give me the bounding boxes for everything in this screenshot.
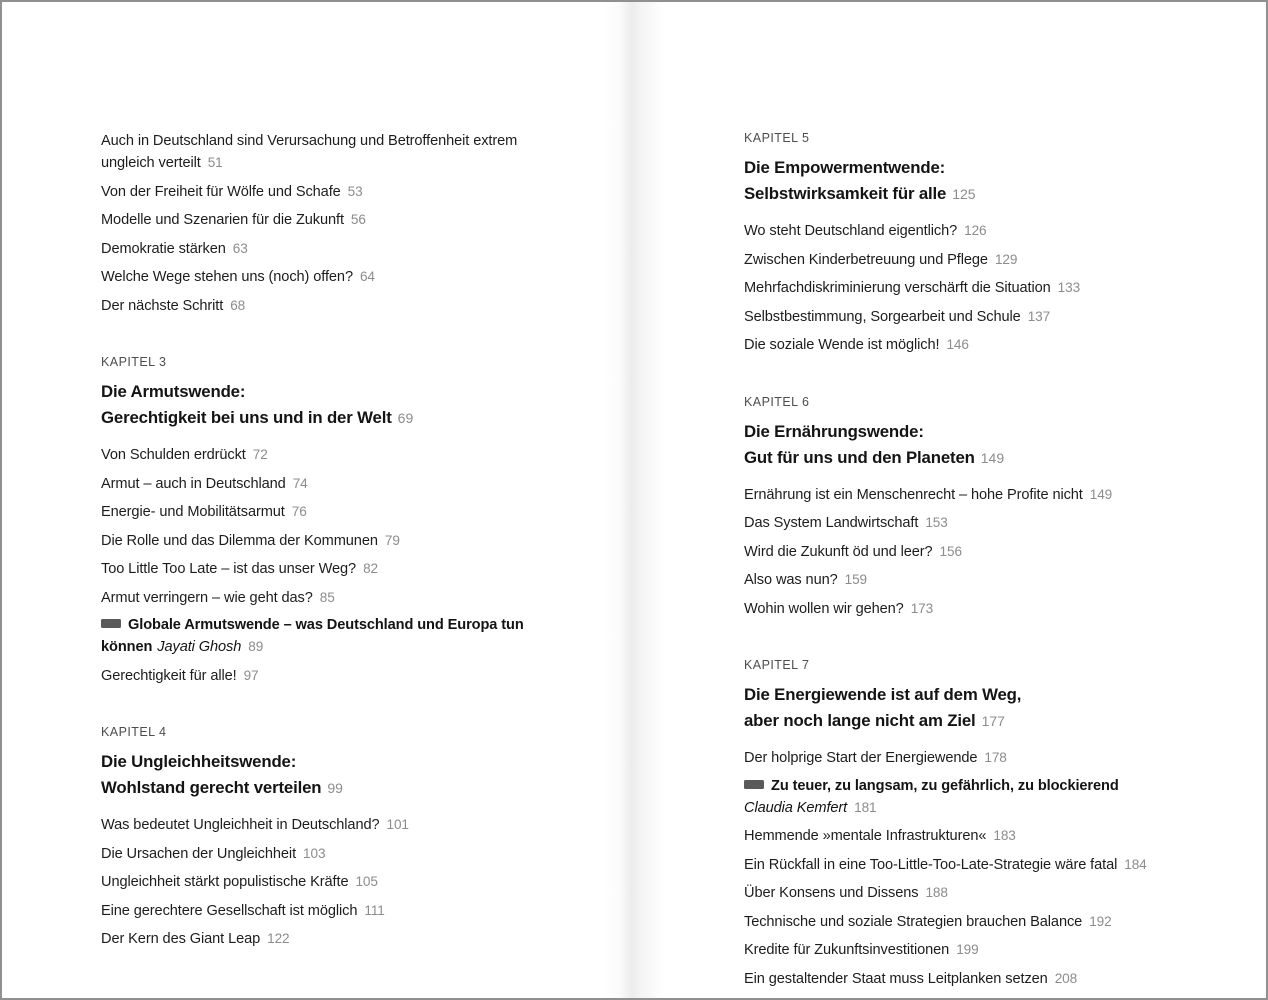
entry-page-number: 64 bbox=[359, 269, 375, 284]
toc-entry-guest[interactable] bbox=[101, 615, 571, 658]
guest-contribution-marker-icon bbox=[744, 780, 764, 789]
entry-title: Wohin wollen wir gehen? bbox=[744, 600, 904, 617]
entry-page-number: 82 bbox=[363, 561, 378, 576]
entry-page-number: 199 bbox=[956, 942, 979, 957]
entry-title: Eine gerechtere Gesellschaft ist möglich bbox=[101, 902, 358, 919]
entry-title: Mehrfachdiskriminierung verschärft die Situation bbox=[744, 280, 1051, 296]
toc-entry[interactable] bbox=[101, 928, 571, 950]
chapter-page-number: 69 bbox=[397, 410, 414, 426]
chapter-title-line-1: Die Ernährungswende: bbox=[744, 421, 924, 441]
toc-entry[interactable] bbox=[101, 266, 571, 288]
entry-title: Von Schulden erdrückt bbox=[101, 447, 246, 463]
left-chapter-list bbox=[101, 323, 571, 950]
left-page bbox=[2, 2, 636, 998]
toc-entry[interactable] bbox=[744, 939, 1214, 961]
chapter-label: KAPITEL 7 bbox=[744, 658, 810, 672]
entry-title: Energie- und Mobilitätsarmut bbox=[101, 504, 285, 520]
toc-entry[interactable] bbox=[744, 911, 1214, 933]
toc-entry[interactable] bbox=[101, 587, 571, 609]
toc-entry[interactable] bbox=[101, 871, 571, 893]
entry-title: Auch in Deutschland sind Verursachung und Betroffenheit extrem ungleich verteilt bbox=[101, 133, 518, 171]
entry-title: Der Kern des Giant Leap bbox=[101, 931, 261, 947]
chapter-title-line-1: Die Energiewende ist auf dem Weg, bbox=[744, 685, 1022, 704]
entry-page-number: 76 bbox=[291, 504, 307, 519]
toc-entry[interactable] bbox=[744, 854, 1214, 876]
toc-entry[interactable] bbox=[744, 569, 1214, 591]
entry-page-number: 105 bbox=[355, 874, 378, 889]
entry-page-number: 63 bbox=[232, 240, 248, 256]
entry-page-number: 181 bbox=[854, 799, 877, 815]
toc-entry[interactable] bbox=[101, 131, 571, 174]
chapter-title-line-2: Wohlstand gerecht verteilen bbox=[101, 778, 322, 797]
toc-entry[interactable] bbox=[744, 306, 1214, 328]
guest-entry-title: Zu teuer, zu langsam, zu gefährlich, zu blockierend bbox=[771, 777, 1119, 794]
chapter-label: KAPITEL 6 bbox=[744, 394, 810, 409]
entry-title: Zwischen Kinderbetreuung und Pflege bbox=[744, 251, 988, 268]
chapter-block bbox=[744, 131, 1214, 356]
entry-page-number: 68 bbox=[230, 297, 246, 313]
chapter-page-number: 149 bbox=[980, 449, 1005, 466]
guest-contribution-marker-icon bbox=[101, 619, 121, 628]
entry-title: Hemmende »mentale Infrastrukturen« bbox=[744, 828, 987, 844]
entry-title: Welche Wege stehen uns (noch) offen? bbox=[101, 269, 353, 285]
entry-title: Armut verringern – wie geht das? bbox=[101, 589, 313, 606]
toc-entry[interactable] bbox=[744, 598, 1214, 620]
entry-page-number: 137 bbox=[1027, 308, 1051, 324]
chapter-block bbox=[101, 355, 571, 687]
entry-page-number: 89 bbox=[248, 639, 264, 654]
toc-entry[interactable] bbox=[744, 334, 1214, 356]
entry-title: Was bedeutet Ungleichheit in Deutschland? bbox=[101, 817, 380, 833]
entry-page-number: 173 bbox=[910, 600, 934, 616]
chapter-block bbox=[744, 395, 1214, 620]
chapter-title[interactable] bbox=[744, 155, 1214, 207]
entry-title: Ein gestaltender Staat muss Leitplanken setzen bbox=[744, 970, 1048, 987]
toc-entry[interactable] bbox=[744, 541, 1214, 563]
chapter-title-line-2: aber noch lange nicht am Ziel bbox=[744, 711, 976, 730]
entry-page-number: 122 bbox=[267, 931, 290, 946]
entry-title: Der holprige Start der Energiewende bbox=[744, 750, 978, 766]
entry-page-number: 183 bbox=[993, 828, 1016, 843]
entry-page-number: 79 bbox=[384, 532, 400, 548]
entry-page-number: 192 bbox=[1089, 913, 1112, 929]
toc-entry[interactable] bbox=[101, 843, 571, 865]
entry-title: Also was nun? bbox=[744, 572, 838, 588]
toc-entry[interactable] bbox=[101, 501, 571, 523]
entry-title: Gerechtigkeit für alle! bbox=[101, 667, 237, 684]
chapter-title-line-2: Gut für uns und den Planeten bbox=[744, 447, 975, 467]
entry-page-number: 184 bbox=[1124, 856, 1147, 872]
toc-entry[interactable] bbox=[101, 473, 571, 495]
right-page bbox=[636, 2, 1268, 998]
toc-entry[interactable] bbox=[744, 825, 1214, 847]
chapter-label: KAPITEL 3 bbox=[101, 355, 167, 369]
entry-title: Über Konsens und Dissens bbox=[744, 885, 919, 901]
entry-title: Selbstbestimmung, Sorgearbeit und Schule bbox=[744, 308, 1021, 325]
entry-page-number: 74 bbox=[292, 475, 308, 491]
chapter-block bbox=[101, 725, 571, 950]
entry-title: Modelle und Szenarien für die Zukunft bbox=[101, 212, 344, 228]
entry-title: Too Little Too Late – ist das unser Weg? bbox=[101, 561, 357, 577]
entry-title: Wird die Zukunft öd und leer? bbox=[744, 543, 933, 560]
entry-page-number: 53 bbox=[347, 183, 363, 199]
guest-entry-title: Globale Armutswende – was Deutschland und Europa tun können bbox=[101, 617, 524, 655]
entry-page-number: 97 bbox=[243, 667, 259, 683]
entry-title: Das System Landwirtschaft bbox=[744, 515, 919, 531]
entry-page-number: 101 bbox=[386, 817, 409, 832]
entry-page-number: 188 bbox=[925, 885, 948, 900]
toc-entry[interactable] bbox=[744, 968, 1214, 990]
entry-title: Demokratie stärken bbox=[101, 240, 226, 257]
toc-entry[interactable] bbox=[101, 814, 571, 836]
chapter-spacer bbox=[101, 693, 571, 725]
entry-page-number: 146 bbox=[946, 337, 969, 352]
chapter-title-line-2: Gerechtigkeit bei uns und in der Welt bbox=[101, 408, 392, 427]
entry-page-number: 133 bbox=[1057, 280, 1081, 295]
entry-page-number: 156 bbox=[939, 543, 962, 559]
toc-entry[interactable] bbox=[744, 220, 1214, 242]
toc-entry[interactable] bbox=[101, 209, 571, 231]
toc-entry[interactable] bbox=[744, 512, 1214, 534]
entry-title: Von der Freiheit für Wölfe und Schafe bbox=[101, 183, 341, 200]
entry-title: Die Rolle und das Dilemma der Kommunen bbox=[101, 532, 378, 549]
chapter-title-line-1: Die Ungleichheitswende: bbox=[101, 752, 297, 771]
chapter-label: KAPITEL 4 bbox=[101, 725, 167, 739]
right-chapter-list bbox=[744, 131, 1214, 990]
toc-entry[interactable] bbox=[101, 238, 571, 260]
toc-entry[interactable] bbox=[101, 665, 571, 687]
entry-page-number: 72 bbox=[252, 447, 268, 462]
entry-title: Ernährung ist ein Menschenrecht – hohe Profite nicht bbox=[744, 486, 1083, 503]
entry-page-number: 153 bbox=[925, 515, 948, 530]
toc-entry[interactable] bbox=[101, 444, 571, 466]
chapter-title[interactable] bbox=[101, 379, 571, 431]
chapter-title[interactable] bbox=[101, 749, 571, 801]
entry-page-number: 208 bbox=[1054, 970, 1078, 986]
entry-page-number: 149 bbox=[1089, 486, 1113, 502]
entry-page-number: 56 bbox=[350, 212, 366, 227]
chapter-title[interactable] bbox=[744, 419, 1214, 471]
toc-entry[interactable] bbox=[744, 484, 1214, 506]
entry-page-number: 178 bbox=[984, 750, 1007, 765]
entry-page-number: 111 bbox=[364, 902, 385, 918]
toc-entry[interactable] bbox=[744, 747, 1214, 769]
entry-title: Kredite für Zukunftsinvestitionen bbox=[744, 942, 950, 958]
lead-entry-list bbox=[101, 131, 571, 317]
entry-page-number: 85 bbox=[319, 589, 335, 605]
entry-title: Die Ursachen der Ungleichheit bbox=[101, 845, 297, 862]
toc-entry[interactable] bbox=[101, 900, 571, 922]
chapter-title-line-1: Die Armutswende: bbox=[101, 382, 246, 401]
entry-title: Technische und soziale Strategien brauchen Balance bbox=[744, 913, 1083, 930]
chapter-title-line-1: Die Empowermentwende: bbox=[744, 158, 946, 177]
toc-entry[interactable] bbox=[101, 295, 571, 317]
entry-title: Der nächste Schritt bbox=[101, 297, 224, 314]
entry-page-number: 51 bbox=[207, 155, 223, 170]
chapter-page-number: 177 bbox=[981, 713, 1005, 729]
toc-left-column bbox=[101, 131, 571, 950]
entry-title: Ungleichheit stärkt populistische Kräfte bbox=[101, 874, 349, 890]
chapter-spacer bbox=[744, 363, 1214, 395]
toc-entry[interactable] bbox=[744, 277, 1214, 299]
guest-entry-author: Jayati Ghosh bbox=[157, 639, 242, 655]
toc-entry[interactable] bbox=[744, 249, 1214, 271]
toc-entry[interactable] bbox=[101, 530, 571, 552]
entry-page-number: 126 bbox=[964, 223, 987, 238]
toc-right-column bbox=[744, 131, 1214, 990]
chapter-block bbox=[744, 658, 1214, 990]
guest-entry-author: Claudia Kemfert bbox=[744, 799, 848, 816]
toc-entry[interactable] bbox=[744, 882, 1214, 904]
entry-page-number: 103 bbox=[303, 845, 326, 861]
chapter-title[interactable] bbox=[744, 682, 1214, 734]
entry-page-number: 129 bbox=[994, 251, 1018, 267]
chapter-spacer bbox=[744, 626, 1214, 658]
entry-page-number: 159 bbox=[844, 572, 868, 587]
chapter-spacer bbox=[101, 323, 571, 355]
entry-title: Die soziale Wende ist möglich! bbox=[744, 337, 940, 353]
entry-title: Wo steht Deutschland eigentlich? bbox=[744, 223, 958, 239]
entry-title: Armut – auch in Deutschland bbox=[101, 475, 286, 492]
chapter-title-line-2: Selbstwirksamkeit für alle bbox=[744, 184, 947, 203]
entry-title: Ein Rückfall in eine Too-Little-Too-Late-Strategie wäre fatal bbox=[744, 856, 1118, 873]
toc-entry[interactable] bbox=[101, 181, 571, 203]
toc-entry-guest[interactable] bbox=[744, 776, 1214, 819]
toc-entry[interactable] bbox=[101, 558, 571, 580]
chapter-page-number: 125 bbox=[952, 186, 976, 202]
chapter-page-number: 99 bbox=[327, 780, 343, 796]
chapter-label: KAPITEL 5 bbox=[744, 131, 810, 145]
